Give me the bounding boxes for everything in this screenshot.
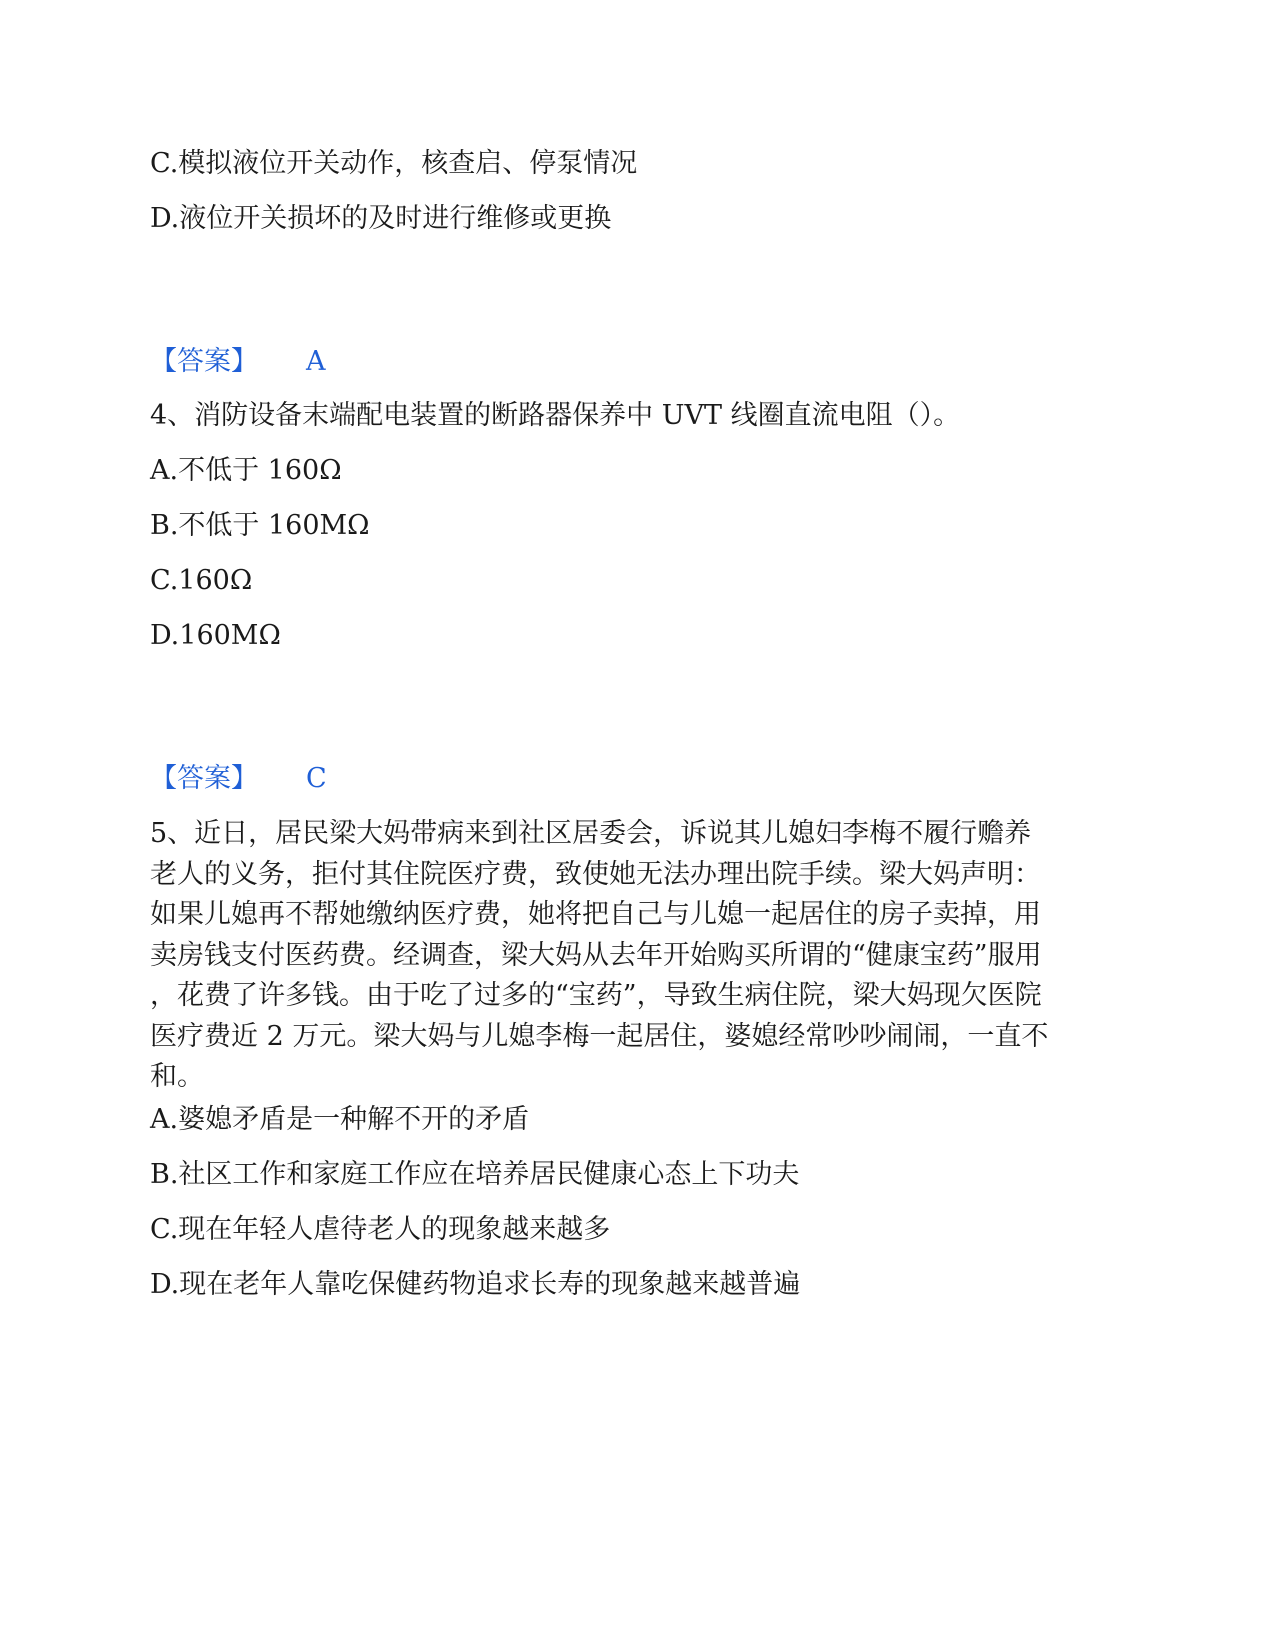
q5-option-b: B.社区工作和家庭工作应在培养居民健康心态上下功夫: [150, 1159, 800, 1190]
q4-option-d: D.160MΩ: [150, 620, 281, 651]
answer-label: 【答案】: [150, 763, 258, 794]
q4-option-a: A.不低于 160Ω: [150, 455, 342, 486]
question-line: ，花费了许多钱。由于吃了过多的“宝药”，导致生病住院，梁大妈现欠医院: [150, 980, 1042, 1011]
q3-answer: [150, 344, 326, 380]
answer-value: A: [306, 346, 326, 377]
question-line: 5、近日，居民梁大妈带病来到社区居委会，诉说其儿媳妇李梅不履行赡养: [150, 818, 1032, 849]
answer-label: 【答案】: [150, 346, 258, 377]
q3-option-d: D.液位开关损坏的及时进行维修或更换: [150, 203, 612, 234]
q5-option-d: D.现在老年人靠吃保健药物追求长寿的现象越来越普遍: [150, 1269, 801, 1300]
question-line: 如果儿媳再不帮她缴纳医疗费，她将把自己与儿媳一起居住的房子卖掉，用: [150, 899, 1041, 930]
q5-question: [150, 814, 1110, 1098]
question-line: 医疗费近 2 万元。梁大妈与儿媳李梅一起居住，婆媳经常吵吵闹闹，一直不: [150, 1020, 1049, 1052]
q4-question: 4、消防设备末端配电装置的断路器保养中 UVT 线圈直流电阻（）。: [150, 400, 961, 431]
q4-option-b: B.不低于 160MΩ: [150, 510, 370, 541]
answer-value: C: [306, 763, 327, 794]
q4-option-c: C.160Ω: [150, 565, 253, 596]
q5-option-a: A.婆媳矛盾是一种解不开的矛盾: [150, 1104, 530, 1135]
question-line: 和。: [150, 1061, 204, 1092]
question-line: 卖房钱支付医药费。经调查，梁大妈从去年开始购买所谓的“健康宝药”服用: [150, 939, 1042, 971]
question-line: 老人的义务，拒付其住院医疗费，致使她无法办理出院手续。梁大妈声明：: [150, 858, 1041, 890]
q4-answer: [150, 761, 327, 797]
q5-option-c: C.现在年轻人虐待老人的现象越来越多: [150, 1214, 611, 1245]
q3-option-c: C.模拟液位开关动作，核查启、停泵情况: [150, 148, 638, 179]
